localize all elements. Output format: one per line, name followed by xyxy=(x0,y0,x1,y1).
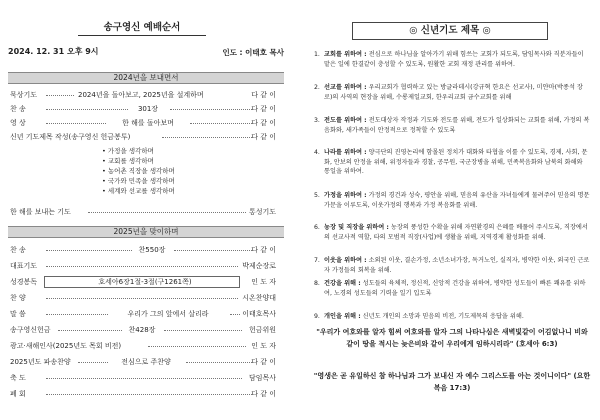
prayer-topic: 1. 교회를 위하여 : 전심으로 하나님을 알아가기 위해 힘쓰는 교회가 되도록, 담임목사와 직분자들이 맡은 일에 한결같이 충성할 수 있도록, 원활한 교회 재정 관리를 위하여. xyxy=(314,51,584,68)
prayer-topic: 9. 개인을 위해 : 신년도 개인의 소망과 믿음의 비전, 기도제목의 응답을 위해. xyxy=(314,313,524,320)
prayer-topic: 2. 선교를 위하여 : 우리교회가 협력하고 있는 방글라데시(강규혁 한요은 선교사), 미얀마(박종석 장로)의 사역의 현장을 위해, 수롱제일교회, 한우리교회 금수교회를 위해 xyxy=(314,84,583,101)
order-row: 한 해를 보내는 기도 통성기도 xyxy=(10,208,276,216)
order-row: 찬 송 301장 다 같 이 xyxy=(10,105,276,113)
order-row: 축 도 담임목사 xyxy=(10,374,276,382)
prayer-checklist-item: • 가정을 생각하며 xyxy=(102,147,154,155)
verse-john: "영생은 곧 유일하신 참 하나님과 그가 보내신 자 예수 그리스도를 아는 것이니이다" (요한복음 17:3) xyxy=(313,372,591,392)
prayer-checklist-item: • 국가와 민족을 생각하며 xyxy=(102,177,175,185)
verse-hosea: "우리가 여호와를 알자 힘써 여호와를 알자 그의 나타나심은 새벽빛같이 어김없나니 비와 같이 땅을 적시는 늦은비와 같이 우리에게 임하시리라" (호세아 6:3) xyxy=(316,328,588,348)
service-leader: 인도 : 이태호 목사 xyxy=(222,48,284,57)
order-row: 폐 회 다 같 이 xyxy=(10,390,276,398)
prayer-topics-column xyxy=(304,4,596,416)
order-row: 송구영신헌금 찬428장 헌금위원 xyxy=(10,326,276,334)
order-row: 묵상기도 2024년을 돌아보고, 2025년을 설계하며 다 같 이 xyxy=(10,91,276,99)
order-row: 성경봉독 호세아6장1절-3절(구1261쪽) 인 도 자 xyxy=(10,278,276,286)
prayer-topic: 5. 가정을 위하여 : 가정의 경건과 성숙, 평안을 위해, 믿음의 유산을 자녀들에게 물려주어 믿음의 명문가문을 이루도록, 이웃가정의 행복과 가정 복음화를 위해. xyxy=(314,192,590,209)
order-row: 2025년도 파송찬양 전심으로 주찬양 다 같 이 xyxy=(10,358,276,366)
section-farewell-year: 2024년을 보내면서 xyxy=(8,72,284,84)
worship-order-column xyxy=(6,4,290,416)
order-row: 영 상 한 해를 돌아보며 다 같 이 xyxy=(10,119,276,127)
order-row: 광고·새해인사(2025년도 목회 비전) 인 도 자 xyxy=(10,342,276,350)
prayer-topics-title: ◎ 신년기도 제목 ◎ xyxy=(352,22,548,40)
service-date: 2024. 12. 31 오후 9시 xyxy=(8,47,99,56)
section-welcome-year: 2025년을 맞이하며 xyxy=(8,226,284,238)
prayer-topic: 4. 나라를 위하여 : 양극단의 진영논리에 함몰된 정치가 대화와 타협을 이룰 수 있도록, 경제, 사회, 문화, 안보의 안정을 위해, 위정자들과 경찰, 공무원, 국군장병을 위해, 민족복음화와 남북의 화해와 통일을 위하여. xyxy=(314,149,588,175)
order-row: 찬 송 찬550장 다 같 이 xyxy=(10,246,276,254)
order-row: 대표기도 박제순장로 xyxy=(10,262,276,270)
prayer-checklist-item: • 교회를 생각하며 xyxy=(102,157,154,165)
order-row: 신년 기도제목 작성(송구영신 헌금봉투) 다 같 이 xyxy=(10,133,276,141)
prayer-checklist-item: • 농어촌 직장을 생각하며 xyxy=(102,167,175,175)
prayer-topic: 3. 전도를 위하여 : 전도대상자 작정과 기도와 전도를 위해, 전도가 일상화되는 교회를 위해, 가정의 복음화와, 새가족들이 안정적으로 정착할 수 있도록 xyxy=(314,117,590,134)
prayer-checklist-item: • 세계와 선교를 생각하며 xyxy=(102,187,175,195)
order-row: 말 씀 우리가 그의 앞에서 살리라 이태호목사 xyxy=(10,310,276,318)
prayer-topic: 7. 이웃을 위하여 : 소외된 이웃, 결손가정, 소년소녀가장, 독거노인, 실직자, 병약한 이웃, 외국인 근로자 가정들의 회복을 위해. xyxy=(314,257,590,274)
order-title: 송구영신 예배순서 xyxy=(78,22,206,36)
order-row: 찬 양 시온찬양대 xyxy=(10,294,276,302)
prayer-topic: 6. 농장 및 직장을 위하여 : 농장의 풍성한 수확을 위해 자연환경의 은혜를 베풀어 주시도록, 직장에서의 선교사적 역할, 타의 모범적 직장(사업)에 생활을 위해, 지역경제 활성화를 위해. xyxy=(314,224,588,241)
prayer-topic: 8. 건강을 위해 : 성도들의 육체적, 정신적, 신앙적 건강을 위하여, 병약한 성도들이 빠른 쾌유를 위하여, 노경의 성도들의 기력을 일기 입도록 xyxy=(314,280,586,297)
